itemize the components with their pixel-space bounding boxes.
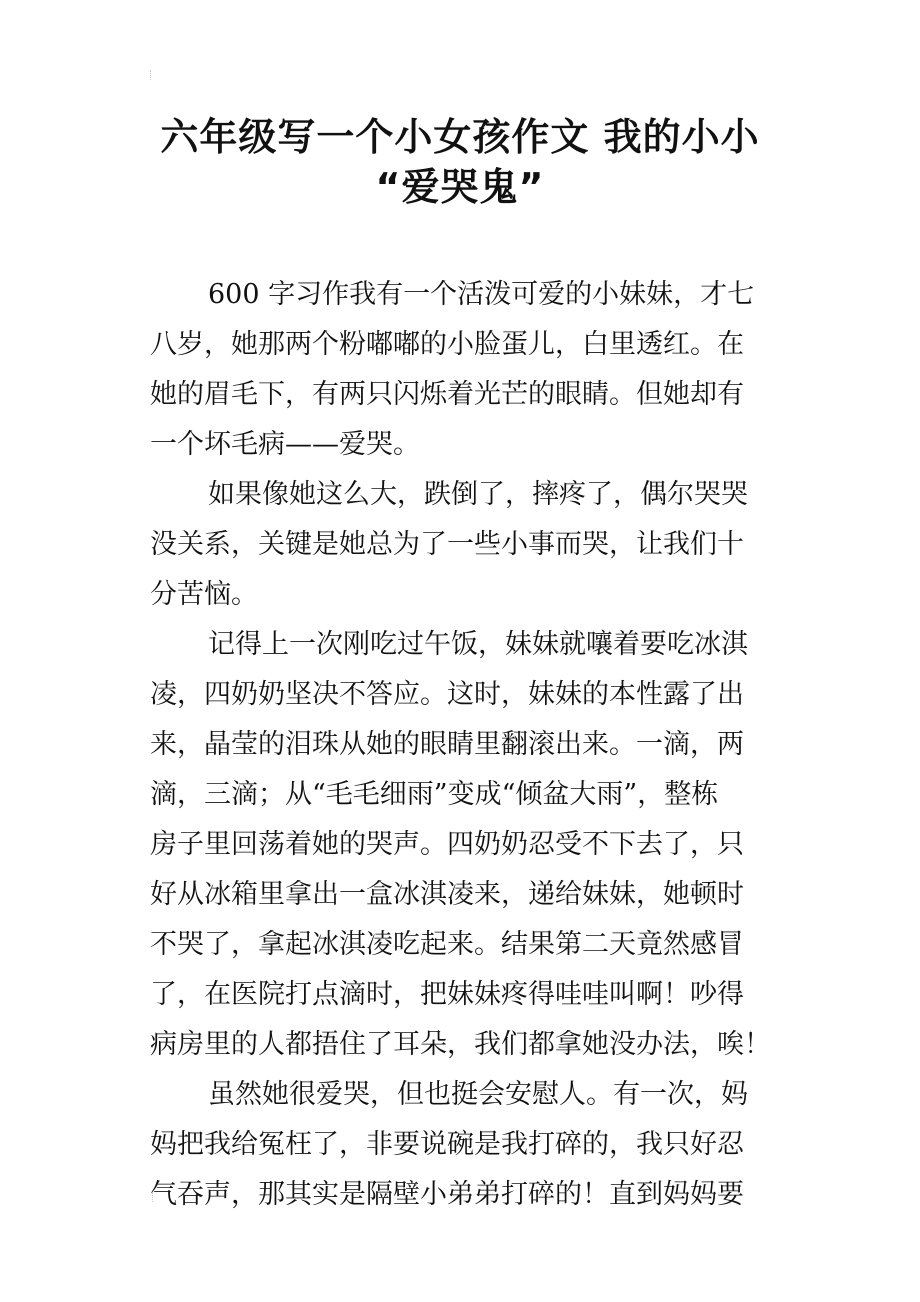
title-line-1: 六年级写一个小女孩作文 我的小小 bbox=[160, 115, 760, 159]
scan-mark-bottom bbox=[152, 1192, 156, 1202]
text-line-6: 没关系，关键是她总为了一些小事而哭，让我们十 bbox=[150, 529, 744, 560]
text-line-8: 记得上一次刚吃过午饭，妹妹就嚷着要吃冰淇 bbox=[208, 629, 748, 660]
text-line-3: 她的眉毛下，有两只闪烁着光芒的眼睛。但她却有 bbox=[150, 379, 744, 410]
text-line-9: 凌，四奶奶坚决不答应。这时，妹妹的本性露了出 bbox=[150, 679, 744, 710]
text-line-7: 分苦恼。 bbox=[150, 579, 258, 610]
text-line-5: 如果像她这么大，跌倒了，摔疼了，偶尔哭哭 bbox=[208, 479, 748, 510]
text-line-13: 好从冰箱里拿出一盒冰淇凌来，递给妹妹，她顿时 bbox=[150, 879, 744, 910]
text-line-19: 气吞声，那其实是隔壁小弟弟打碎的！直到妈妈要 bbox=[150, 1179, 744, 1210]
text-line-4: 一个坏毛病——爱哭。 bbox=[150, 429, 420, 460]
text-line-15: 了，在医院打点滴时，把妹妹疼得哇哇叫啊！吵得 bbox=[150, 979, 744, 1010]
text-line-1: 600 字习作我有一个活泼可爱的小妹妹，才七 bbox=[208, 279, 755, 310]
text-line-11: 滴，三滴；从“毛毛细雨”变成“倾盆大雨”，整栋 bbox=[150, 779, 719, 810]
scan-mark-top bbox=[150, 70, 154, 80]
essay-title bbox=[100, 112, 820, 212]
text-line-12: 房子里回荡着她的哭声。四奶奶忍受不下去了，只 bbox=[150, 829, 744, 860]
essay-body bbox=[150, 270, 775, 1220]
text-line-18: 妈把我给冤枉了，非要说碗是我打碎的，我只好忍 bbox=[150, 1129, 744, 1160]
text-line-10: 来，晶莹的泪珠从她的眼睛里翻滚出来。一滴，两 bbox=[150, 729, 744, 760]
title-line-2: “爱哭鬼” bbox=[375, 165, 545, 209]
text-line-14: 不哭了，拿起冰淇凌吃起来。结果第二天竟然感冒 bbox=[150, 929, 744, 960]
text-line-17: 虽然她很爱哭，但也挺会安慰人。有一次，妈 bbox=[208, 1079, 748, 1110]
text-line-2: 八岁，她那两个粉嘟嘟的小脸蛋儿，白里透红。在 bbox=[150, 329, 744, 360]
text-line-16: 病房里的人都捂住了耳朵，我们都拿她没办法，唉！ bbox=[150, 1029, 771, 1060]
